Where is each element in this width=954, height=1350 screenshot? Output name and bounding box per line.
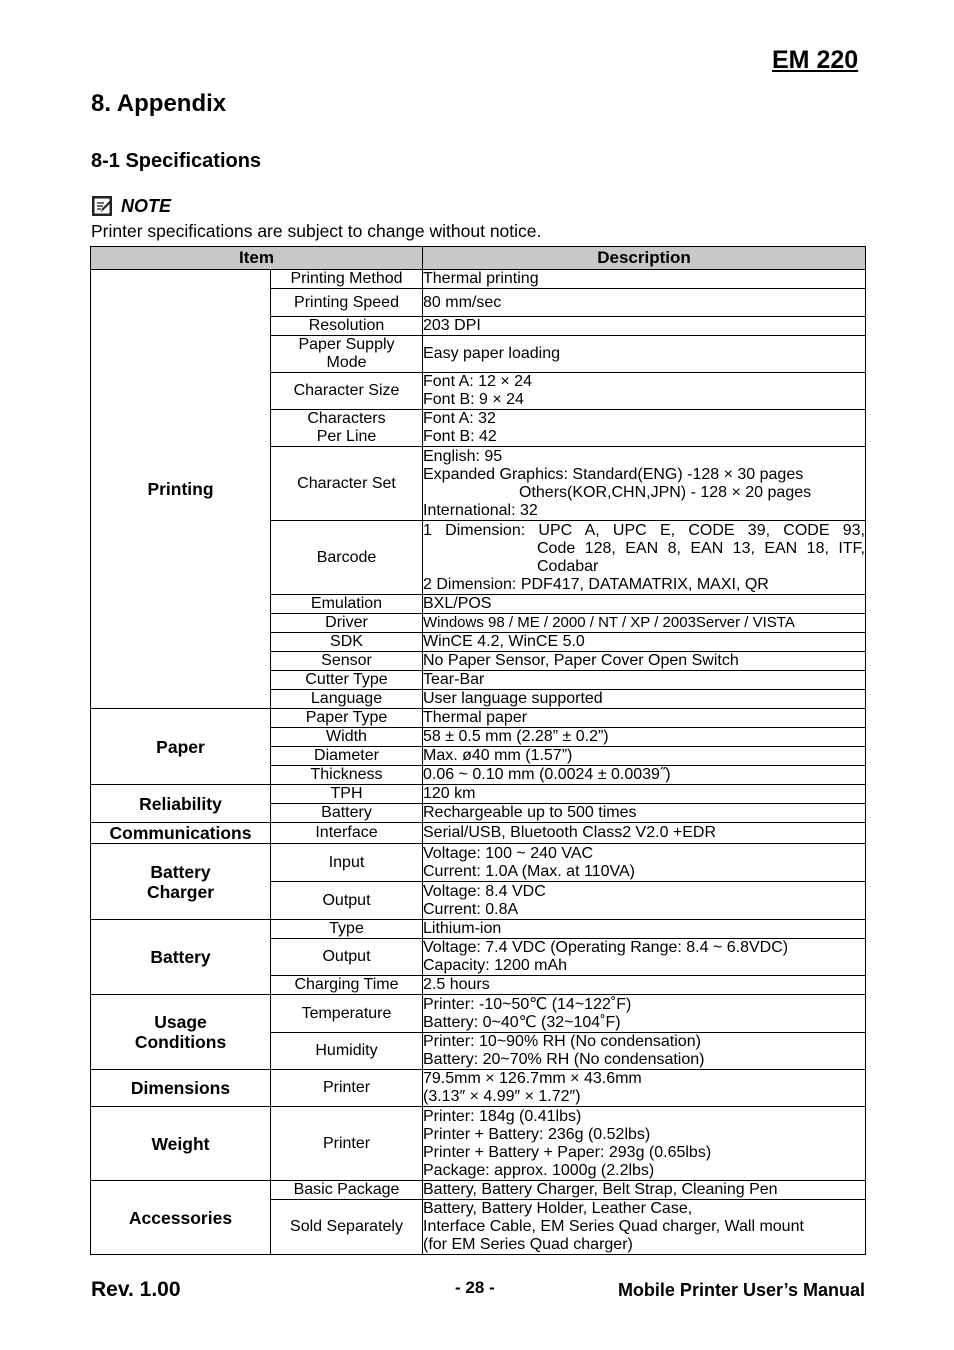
revision-label: Rev. 1.00 [91,1278,181,1301]
spec-value: Battery, Battery Holder, Leather Case, Interface Cable, EM Series Quad charger, Wall mount (for EM Series Quad charger) [423,1200,866,1255]
spec-value: 0.06 ~ 0.10 mm (0.0024 ± 0.0039˝) [423,766,866,785]
table-row [91,920,866,939]
table-row [91,709,866,728]
spec-label: Character Size [271,373,423,410]
table-row [91,823,866,844]
spec-label: Diameter [271,747,423,766]
spec-label: Language [271,690,423,709]
spec-label: Output [271,882,423,920]
note-text: Printer specifications are subject to change without notice. [91,221,542,241]
spec-label: Cutter Type [271,671,423,690]
spec-value: Voltage: 8.4 VDC Current: 0.8A [423,882,866,920]
table-row [91,270,866,289]
spec-value: Easy paper loading [423,336,866,373]
spec-value: 203 DPI [423,317,866,336]
spec-value: Lithium-ion [423,920,866,939]
spec-label: Output [271,939,423,976]
table-row [91,844,866,882]
spec-label: Barcode [271,521,423,595]
category-accessories: Accessories [91,1181,271,1255]
spec-label: Thickness [271,766,423,785]
spec-value: 2.5 hours [423,976,866,995]
table-row [91,1181,866,1200]
spec-value: Printer: -10~50℃ (14~122˚F) Battery: 0~40℃ (32~104˚F) [423,995,866,1033]
spec-label: Emulation [271,595,423,614]
category-dimensions: Dimensions [91,1070,271,1107]
spec-value: Font A: 12 × 24 Font B: 9 × 24 [423,373,866,410]
spec-value: User language supported [423,690,866,709]
table-row [91,1070,866,1107]
section-title: 8-1 Specifications [91,150,262,172]
spec-value: Rechargeable up to 500 times [423,804,866,823]
spec-value: WinCE 4.2, WinCE 5.0 [423,633,866,652]
spec-label: Basic Package [271,1181,423,1200]
category-battery: Battery [91,920,271,995]
category-battery-charger: Battery Charger [91,844,271,920]
spec-label: Interface [271,823,423,844]
spec-value: No Paper Sensor, Paper Cover Open Switch [423,652,866,671]
spec-value: Max. ø40 mm (1.57”) [423,747,866,766]
column-header-description: Description [423,247,866,270]
spec-value: Battery, Battery Charger, Belt Strap, Cleaning Pen [423,1181,866,1200]
note-header [91,194,171,218]
spec-value: 120 km [423,785,866,804]
table-row [91,785,866,804]
note-label: NOTE [121,195,172,216]
manual-title: Mobile Printer User’s Manual [617,1280,865,1300]
category-printing: Printing [91,270,271,709]
spec-label: Type [271,920,423,939]
page-number: - 28 - [455,1278,495,1297]
category-reliability: Reliability [91,785,271,823]
spec-value: Printer: 10~90% RH (No condensation) Battery: 20~70% RH (No condensation) [423,1033,866,1070]
category-usage-conditions: Usage Conditions [91,995,271,1070]
column-header-item: Item [91,247,423,270]
category-communications: Communications [91,823,271,844]
spec-label: Paper Supply Mode [271,336,423,373]
spec-label: Driver [271,614,423,633]
spec-label: Character Set [271,447,423,521]
spec-label: SDK [271,633,423,652]
spec-value: Tear-Bar [423,671,866,690]
model-name: EM 220 [772,46,859,74]
spec-label: Characters Per Line [271,410,423,447]
spec-label: Resolution [271,317,423,336]
spec-value: BXL/POS [423,595,866,614]
spec-value: Serial/USB, Bluetooth Class2 V2.0 +EDR [423,823,866,844]
spec-label: Input [271,844,423,882]
spec-value: Thermal printing [423,270,866,289]
table-row [91,995,866,1033]
spec-label: Humidity [271,1033,423,1070]
table-row [91,1107,866,1181]
spec-label: Charging Time [271,976,423,995]
table-header-row [91,247,866,270]
spec-label: Printer [271,1107,423,1181]
category-weight: Weight [91,1107,271,1181]
spec-label: TPH [271,785,423,804]
spec-label: Width [271,728,423,747]
note-pencil-icon [91,195,113,217]
spec-value: Thermal paper [423,709,866,728]
spec-value: Voltage: 100 ~ 240 VAC Current: 1.0A (Max. at 110VA) [423,844,866,882]
spec-value: Printer: 184g (0.41lbs) Printer + Battery: 236g (0.52lbs) Printer + Battery + Paper: 293g (0.65lbs) Package: approx. 1000g (2.2lbs) [423,1107,866,1181]
spec-value: Voltage: 7.4 VDC (Operating Range: 8.4 ~ 6.8VDC) Capacity: 1200 mAh [423,939,866,976]
spec-value: Windows 98 / ME / 2000 / NT / XP / 2003Server / VISTA [423,614,866,633]
spec-value: 58 ± 0.5 mm (2.28” ± 0.2”) [423,728,866,747]
spec-label: Printer [271,1070,423,1107]
spec-label: Temperature [271,995,423,1033]
spec-label: Printing Method [271,270,423,289]
specifications-table [90,246,866,1255]
spec-label: Battery [271,804,423,823]
spec-value: Font A: 32 Font B: 42 [423,410,866,447]
spec-label: Sold Separately [271,1200,423,1255]
spec-value: English: 95 Expanded Graphics: Standard(ENG) -128 × 30 pages Others(KOR,CHN,JPN) - 128 × 20 pages International: 32 [423,447,866,521]
spec-value: 1 Dimension: UPC A, UPC E, CODE 39, CODE 93, Code 128, EAN 8, EAN 13, EAN 18, ITF, Codabar 2 Dimension: PDF417, DATAMATRIX, MAXI, QR [423,521,865,593]
spec-label: Paper Type [271,709,423,728]
spec-value: 80 mm/sec [423,289,866,317]
spec-value: 79.5mm × 126.7mm × 43.6mm (3.13″ × 4.99″ × 1.72″) [423,1070,866,1107]
spec-label: Sensor [271,652,423,671]
spec-label: Printing Speed [271,289,423,317]
page-title: 8. Appendix [91,90,227,117]
category-paper: Paper [91,709,271,785]
